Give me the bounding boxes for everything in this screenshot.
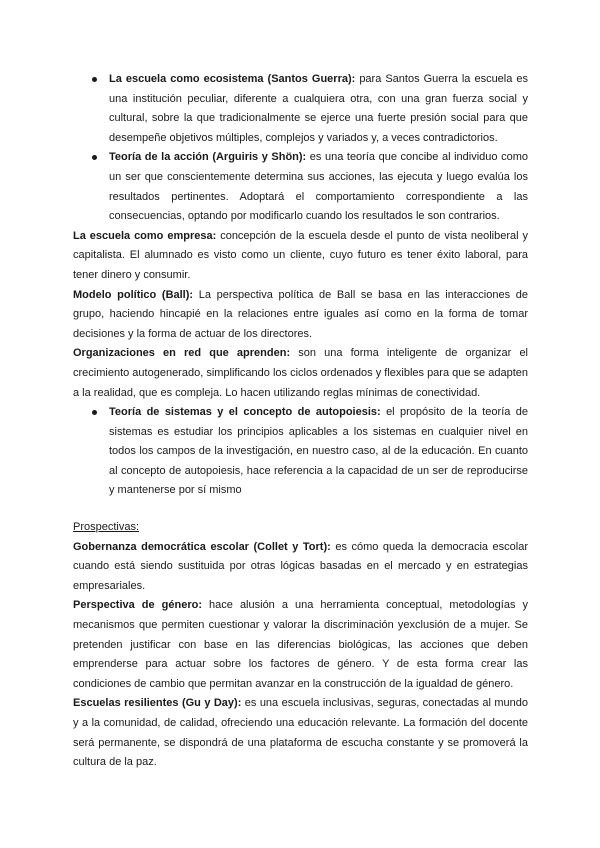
- paragraph-perspectiva-genero: [73, 596, 528, 694]
- definition: el propósito de la teoría de sistemas es estudiar los principios aplicables a los sistemas en cualquier nivel en todos los campos de la investigación, en nuestro caso, al de la educación. En cuanto al concepto de autopoiesis, hace referencia a la capacidad de un ser de reproducirse y mantenerse por sí mismo: [109, 406, 528, 497]
- term: Perspectiva de género:: [73, 599, 203, 612]
- definition: hace alusión a una herramienta conceptual, metodologías y mecanismos que permiten cuestionar y valorar la discriminación yexclusión de a mujer. Se pretenden justificar con base en las diferencias biológicas, las acciones que deben emprenderse para actuar sobre los factores de género. Y de esta forma crear las condiciones de cambio que permitan avanzar en la construcción de la igualdad de género.: [73, 599, 528, 690]
- document-body: [73, 70, 528, 773]
- definition: es cómo queda la democracia escolar cuando está siendo sustituida por otras lógicas basadas en el mercado y en estrategias empresariales.: [73, 540, 528, 592]
- definition: es una escuela inclusivas, seguras, conectadas al mundo y a la comunidad, de calidad, ofreciendo una educación relevante. La formación del docente será permanente, se dispondrá de una plataforma de escucha constante y se promoverá la cultura de la paz.: [73, 697, 528, 769]
- term: Teoría de la acción (Arguiris y Shön):: [109, 151, 307, 164]
- paragraph-gobernanza: [73, 538, 528, 597]
- definition: concepción de la escuela desde el punto de vista neoliberal y capitalista. El alumnado es visto como un cliente, cuyo futuro es tener éxito laboral, para tener dinero y consumir.: [73, 229, 529, 281]
- paragraph-modelo-politico: [73, 286, 528, 345]
- term: Escuelas resilientes (Gu y Day):: [73, 697, 242, 710]
- paragraph-escuela-empresa: [73, 227, 528, 286]
- section-heading-prospectivas: Prospectivas:: [73, 521, 140, 534]
- term: La escuela como empresa:: [73, 229, 217, 242]
- term: Gobernanza democrática escolar (Collet y Tort):: [73, 540, 331, 553]
- paragraph-escuelas-resilientes: [73, 694, 528, 772]
- term: La escuela como ecosistema (Santos Guerra):: [109, 73, 356, 85]
- bullet-escuela-ecosistema: [109, 70, 528, 148]
- term: Organizaciones en red que aprenden:: [73, 347, 291, 360]
- term: Modelo político (Ball):: [73, 288, 194, 301]
- paragraph-organizaciones-red: [73, 344, 528, 403]
- term: Teoría de sistemas y el concepto de autopoiesis:: [109, 406, 381, 419]
- bullet-teoria-accion: [109, 148, 528, 226]
- definition: La perspectiva política de Ball se basa en las interacciones de grupo, haciendo hincapié en la relaciones entre iguales así como en la forma de tomar decisiones y la forma de actuar de los directores.: [73, 288, 528, 340]
- bullet-teoria-sistemas: [109, 403, 528, 501]
- definition: para Santos Guerra la escuela es una institución peculiar, diferente a cualquiera otra, con una gran fuerza social y cultural, sobre la que tradicionalmente se ejerce una fuerte presión social para que desempeñe objetivos múltiples, complejos y variados y, a veces contradictorios.: [109, 73, 528, 144]
- definition: es una teoría que concibe al individuo como un ser que conscientemente determina sus acciones, las ejecuta y luego evalúa los resultados pertinentes. Adoptará el comportamiento correspondiente a las consecuencias, optando por modificarlo cuando los resultados le son contrarios.: [109, 151, 528, 223]
- definition: son una forma inteligente de organizar el crecimiento autogenerado, simplificando los ciclos ordenados y flexibles para que se adapten a la realidad, que es compleja. Lo hacen utilizando reglas mínimas de conectividad.: [73, 347, 529, 399]
